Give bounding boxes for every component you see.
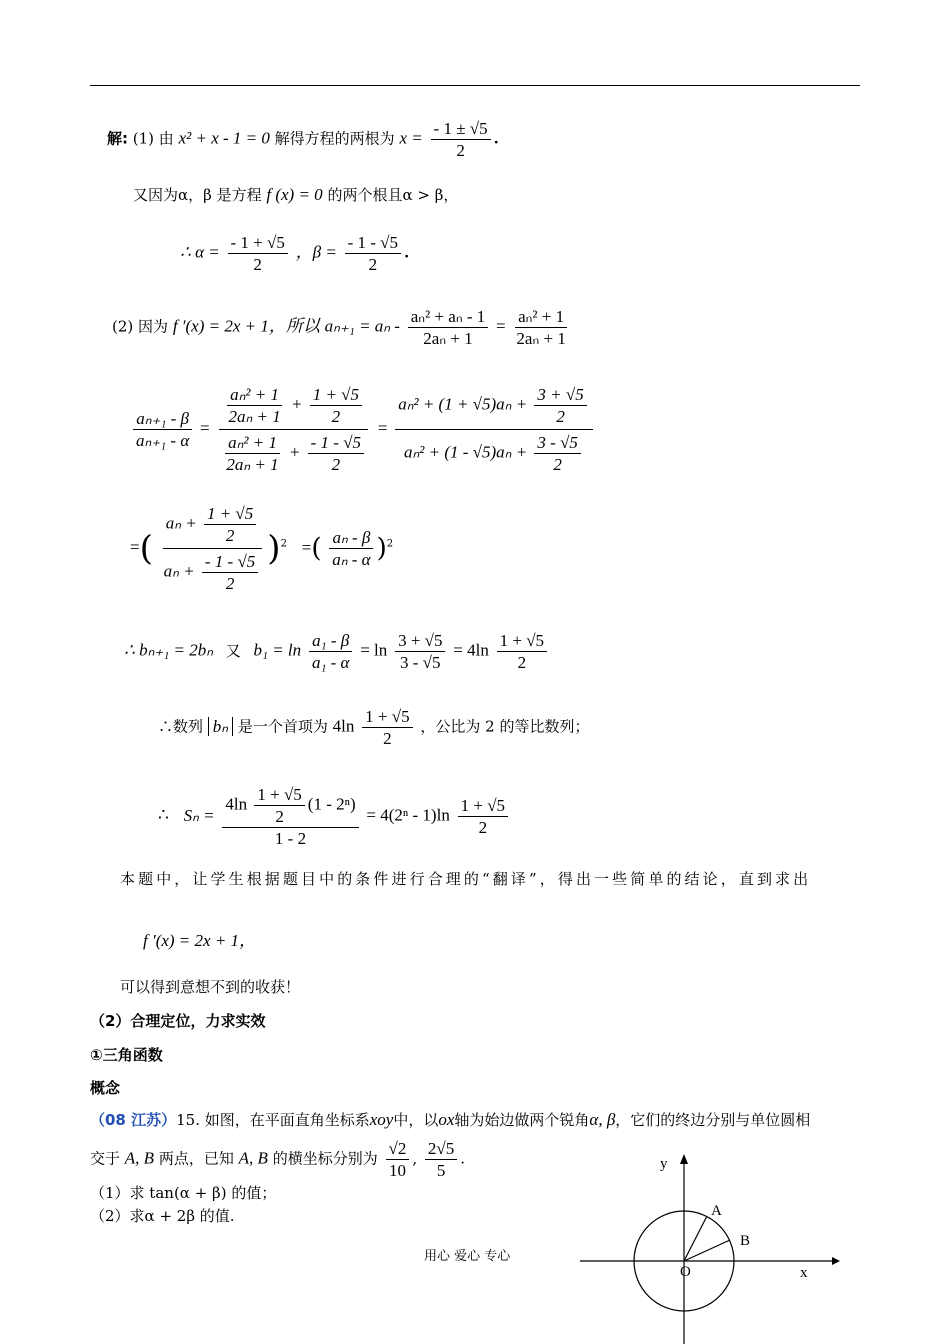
recurrence-fraction-1	[408, 308, 488, 347]
also-text: 又因为α，β 是方程	[133, 186, 262, 204]
problem-line-2: 交于 A, B 两点，已知 A, B 的横坐标分别为 $\frac{√2}{10}$ , $\frac{2√5}{5}$ .	[90, 1139, 466, 1180]
squared-inner-denominator: aₙ - α	[332, 550, 371, 569]
sn-line	[158, 786, 511, 847]
seq-text-3: ，公比为 2 的等比数列；	[420, 717, 590, 736]
roots-numerator: - 1 ± √5	[431, 120, 491, 140]
recurrence-fraction-2	[513, 308, 568, 347]
commentary-fprime: f ′(x) = 2x + 1，	[143, 931, 257, 950]
roots-text: 解得方程的两根为	[274, 129, 395, 148]
alpha-fraction	[228, 234, 288, 273]
beta-denominator: 2	[368, 255, 378, 274]
problem-text-4: ，它们的终边分别与单位圆相	[615, 1111, 811, 1129]
squared-bottom-den: 2	[225, 574, 235, 593]
recurrence-lhs: aₙ₊₁ = aₙ -	[324, 316, 400, 336]
value-2-denominator: 5	[436, 1161, 446, 1180]
also-word: 又	[225, 641, 241, 660]
compound-bottom-num: aₙ² + 1	[225, 434, 280, 454]
seq-first-denominator: 2	[383, 729, 392, 748]
recurrence-numerator-1: aₙ² + aₙ - 1	[408, 308, 488, 328]
squared-top-num: 1 + √5	[204, 505, 256, 525]
compound-bottom-term-num: - 1 - √5	[308, 434, 364, 454]
sn-num-ln: 4ln	[225, 794, 248, 814]
problem-line-1	[90, 1111, 810, 1128]
seq-bn: bₙ	[208, 717, 233, 736]
solution-line-4	[112, 308, 572, 347]
b1-denominator-1: a₁ - α	[311, 653, 350, 672]
problem-ab-2: A, B	[238, 1148, 268, 1168]
part2-intro: (2) 因为	[112, 317, 169, 336]
header-rule	[90, 85, 860, 86]
x-axis-label: x	[800, 1265, 808, 1281]
recurrence-denominator-1: 2aₙ + 1	[423, 329, 473, 348]
problem-text-3: 轴为始边做两个锐角	[454, 1111, 590, 1129]
ratio-equation: $\frac{\text{aₙ₊₁ - β}}{\text{aₙ₊₁ - α}}$ = $\frac{\text{aₙ² + 1}}{\text{2aₙ + 1}}$ + $\frac{1 + √5}{2}$ $\frac{\text{aₙ² + 1}}{\text{2aₙ + 1}}$ + $\frac{- 1 - √5}{2}$ = aₙ² + (1 + √5)aₙ + $\frac{3 + √5}{2}$ aₙ² + (1 - √5)aₙ + $\frac{3 - √5}{2}$	[130, 386, 596, 473]
problem-text-6: 两点，已知	[158, 1149, 234, 1168]
part1-intro: (1) 由	[132, 129, 174, 148]
ratio-expanded-fraction: aₙ² + (1 + √5)aₙ + $\frac{3 + √5}{2}$ aₙ² + (1 - √5)aₙ + $\frac{3 - √5}{2}$	[395, 386, 593, 473]
squared-top-den: 2	[225, 526, 235, 545]
sequence-line	[158, 708, 589, 747]
b-recurrence: ∴ bₙ₊₁ = 2bₙ	[124, 640, 213, 660]
ratio-fraction	[133, 410, 192, 449]
sn-final-numerator: 1 + √5	[458, 797, 508, 817]
ray-b	[684, 1240, 730, 1261]
b1-numerator-1: a₁ - β	[309, 632, 352, 652]
b1-eq2: = ln	[360, 640, 388, 660]
sn-label: Sₙ =	[183, 805, 215, 825]
value-1-denominator: 10	[388, 1161, 406, 1180]
seq-first-numerator: 1 + √5	[362, 708, 412, 728]
therefore-alpha: ∴ α =	[180, 242, 220, 262]
concept-heading: 概念	[90, 1079, 121, 1097]
b1-fraction-1	[309, 632, 353, 671]
squared-bottom-num: - 1 - √5	[202, 553, 258, 573]
question-1: （1）求 tan(α + β) 的值；	[90, 1184, 277, 1202]
b1-fraction-3	[497, 632, 547, 671]
point-a-label: A	[711, 1203, 722, 1219]
problem-text-5: 交于	[90, 1149, 121, 1168]
problem-value-2	[425, 1140, 457, 1179]
recurrence-denominator-2: 2aₙ + 1	[516, 329, 566, 348]
ratio-denominator: aₙ₊₁ - α	[136, 431, 190, 450]
problem-value-1	[386, 1140, 410, 1179]
value-1-numerator: √2	[386, 1140, 410, 1160]
problem-source: （08 江苏）	[90, 1111, 177, 1129]
ratio-numerator: aₙ₊₁ - β	[133, 410, 192, 430]
squared-equation: =( aₙ + $\frac{1 + √5}{2}$ aₙ + $\frac{- 1 - √5}{2}$ )$^2$ =( $\frac{\text{aₙ - β}}{\text{aₙ - α}}$ )$^2$	[130, 504, 394, 593]
b1-label: b₁ = ln	[253, 640, 302, 660]
equation-quadratic: x² + x - 1 = 0	[178, 128, 270, 148]
unit-circle-figure	[570, 1150, 840, 1344]
solution-line-3: ∴ α = $\frac{- 1 + √5}{2}$ ，β = $\frac{- 1 - √5}{2}$ .	[180, 233, 410, 274]
sn-therefore: ∴	[158, 805, 169, 825]
origin-label: O	[680, 1264, 691, 1280]
compound-top-den: 2aₙ + 1	[228, 407, 281, 426]
solution-line-1: 解: (1) 由 x² + x - 1 = 0 解得方程的两根为 x = $\frac{- 1 \pm √5}{2}$ .	[107, 119, 499, 160]
page-footer: 用心 爱心 专心	[424, 1249, 511, 1264]
problem-text-1: 15. 如图，在平面直角坐标系	[176, 1111, 370, 1129]
sn-inner-num: 1 + √5	[254, 786, 304, 806]
root-x-label: x =	[399, 128, 423, 148]
squared-inner-numerator: aₙ - β	[329, 529, 373, 549]
y-axis-arrow-icon	[680, 1154, 688, 1164]
two-roots-text: 的两个根且α > β，	[327, 186, 459, 204]
squared-fraction-2	[329, 529, 373, 568]
ray-a	[684, 1216, 707, 1261]
problem-xoy: xoy	[369, 1110, 394, 1129]
problem-ox: ox	[438, 1110, 455, 1129]
section-heading-3: ①三角函数	[90, 1046, 163, 1064]
alpha-denominator: 2	[253, 255, 262, 274]
sn-fraction	[222, 786, 358, 847]
solution-label: 解:	[107, 129, 128, 148]
question-2: （2）求α + 2β 的值.	[90, 1207, 235, 1225]
seq-first-fraction	[362, 708, 412, 747]
sn-final-fraction	[458, 797, 508, 836]
solution-line-2	[133, 186, 458, 203]
b1-denominator-3: 2	[517, 653, 527, 672]
roots-fraction	[431, 120, 491, 159]
b1-eq3: = 4ln	[453, 640, 489, 660]
compound-top-term-den: 2	[331, 407, 341, 426]
ratio-compound-fraction: $\frac{\text{aₙ² + 1}}{\text{2aₙ + 1}}$ + $\frac{1 + √5}{2}$ $\frac{\text{aₙ² + 1}}{\text{2aₙ + 1}}$ + $\frac{- 1 - √5}{2}$	[217, 386, 370, 473]
alpha-numerator: - 1 + √5	[228, 234, 288, 254]
f-equation: f (x) = 0	[266, 185, 323, 204]
commentary-line-2: 可以得到意想不到的收获！	[120, 978, 301, 996]
problem-ab: A, B	[124, 1148, 155, 1168]
b-relation-line	[124, 632, 550, 671]
b1-denominator-2: 3 - √5	[400, 653, 441, 672]
roots-denominator: 2	[456, 141, 465, 160]
b1-numerator-2: 3 + √5	[395, 632, 445, 652]
b1-numerator-3: 1 + √5	[497, 632, 547, 652]
compound-top-num: aₙ² + 1	[227, 386, 282, 406]
beta-fraction	[345, 234, 401, 273]
recurrence-numerator-2: aₙ² + 1	[515, 308, 567, 328]
sn-factor: (1 - 2ⁿ)	[307, 794, 356, 814]
y-axis-label: y	[660, 1156, 668, 1172]
problem-text-7: 的横坐标分别为	[272, 1149, 378, 1168]
point-b-label: B	[740, 1233, 751, 1249]
section-heading-2: （2）合理定位，力求实效	[90, 1012, 266, 1030]
commentary-line-1: 本题中，让学生根据题目中的条件进行合理的“翻译”，得出一些简单的结论，直到求出	[120, 870, 812, 888]
sn-eq: = 4(2ⁿ - 1)ln	[366, 805, 450, 825]
sn-final-denominator: 2	[478, 818, 488, 837]
compound-bottom-den: 2aₙ + 1	[226, 455, 279, 474]
squared-fraction-1: aₙ + $\frac{1 + √5}{2}$ aₙ + $\frac{- 1 - √5}{2}$	[161, 505, 265, 592]
fprime-equation: f ′(x) = 2x + 1，所以	[172, 316, 320, 336]
seq-first: 4ln	[332, 716, 355, 736]
beta-label: ，β =	[295, 242, 337, 262]
problem-text-2: 中，以	[393, 1111, 439, 1129]
x-axis-arrow-icon	[832, 1257, 840, 1265]
compound-top-term-num: 1 + √5	[310, 386, 362, 406]
seq-text-1: ∴数列	[158, 717, 204, 736]
beta-numerator: - 1 - √5	[345, 234, 401, 254]
sn-inner-den: 2	[275, 807, 284, 826]
compound-bottom-term-den: 2	[331, 455, 341, 474]
recurrence-equals: =	[496, 316, 506, 336]
b1-fraction-2	[395, 632, 445, 671]
value-2-numerator: 2√5	[425, 1140, 457, 1160]
sn-denominator: 1 - 2	[274, 829, 307, 848]
problem-angles: α, β	[589, 1110, 616, 1129]
seq-text-2: 是一个首项为	[237, 717, 328, 736]
